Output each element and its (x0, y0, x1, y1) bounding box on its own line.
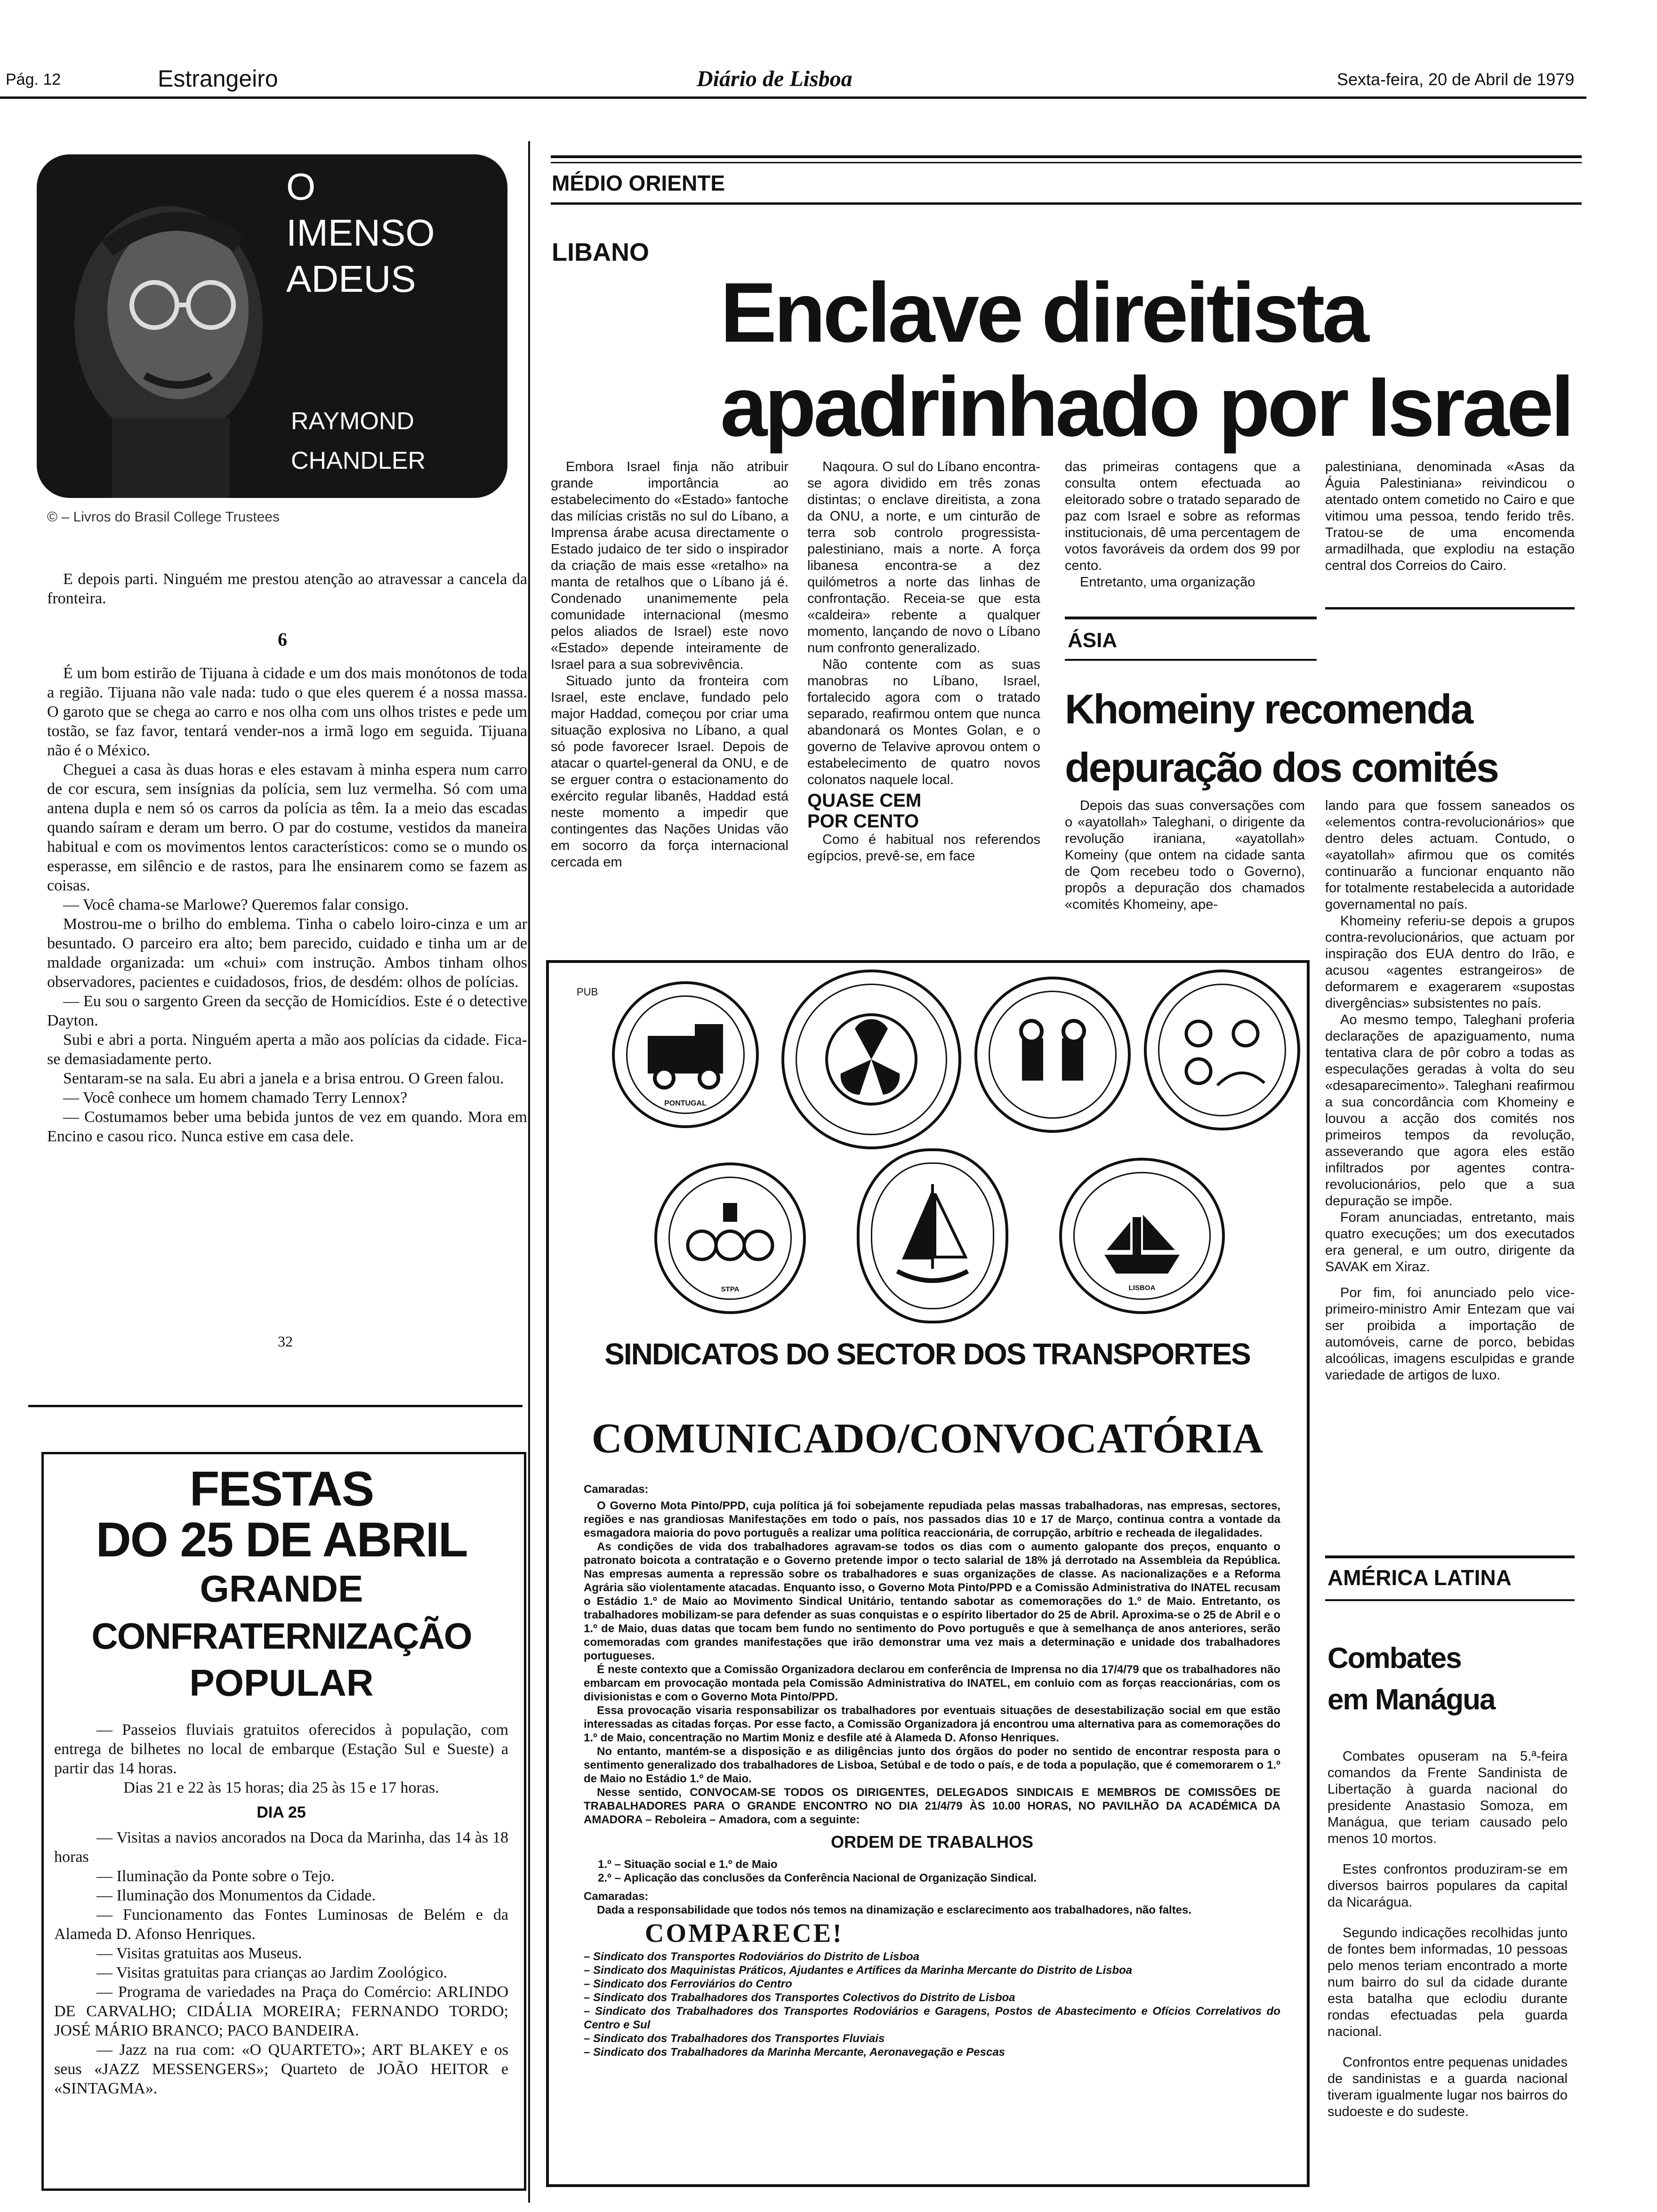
headline-line: apadrinhado por Israel (720, 360, 1572, 454)
section-label: Estrangeiro (158, 65, 278, 92)
novel-paragraph: É um bom estirão de Tijuana à cidade e um dos mais monótonos de toda a região. Tijuana não vale nada: tudo o que eles querem é a nossa massa. O garoto que se chega ao carro e nos olha com uns olhos tristes e pede um tostão, se faz favor, tentará vender-nos a irmã logo em seguida. Tijuana não é o México. (47, 665, 527, 759)
festas-title-line: CONFRATERNIZAÇÃO (91, 1615, 472, 1657)
article-paragraph: Embora Israel finja não atribuir grande importância ao estabelecimento do «Estado» fantoche das milícias cristãs no sul do Líbano, a Imprensa árabe acusa directamente o Estado judaico de ter sido o inspirador da criação de mais esse «retalho» na manta de retalhos que o Líbano já é. Condenado unanimemente pela comunidade internacional (mesmo pelos aliados de Israel) este novo «Estado» depende inteiramente de Israel para a sua sobrevivência. (551, 459, 788, 672)
festas-item: — Visitas a navios ancorados na Doca da Marinha, das 14 às 18 horas (54, 1829, 508, 1866)
signatory: – Sindicato dos Trabalhadores dos Transportes Colectivos do Distrito de Lisboa (584, 1991, 1015, 2004)
article-paragraph: Como é habitual nos referendos egípcios, prevê-se, em face (807, 832, 1040, 864)
headline-managua (1327, 1638, 1495, 1721)
union-logo (654, 1162, 806, 1314)
novel-paragraph: E depois parti. Ninguém me prestou atenção ao atravessar a cancela da fronteira. (47, 570, 527, 607)
issue-date: Sexta-feira, 20 de Abril de 1979 (1337, 70, 1575, 89)
pub-label: PUB (577, 986, 598, 998)
ad-paragraph: É neste contexto que a Comissão Organizadora declarou em conferência de Imprensa no dia 17/4/79 que os trabalhadores não embarcam em provocação montada pela Comissão Administrativa do INATEL, em conluio com as forças reaccionárias, com os divisionistas e com o Governo Mota Pinto/PPD. (584, 1663, 1280, 1703)
signatory: – Sindicato dos Trabalhadores dos Transportes Fluviais (584, 2032, 885, 2045)
article-paragraph: Combates opuseram na 5.ª-feira comandos da Frente Sandinista de Libertação à guarda nacional do presidente Anastasio Somoza, em Manágua, que teriam causado pelo menos 10 mortos. (1327, 1749, 1568, 1846)
union-logo (974, 977, 1131, 1133)
union-logo (1144, 970, 1300, 1130)
mo-column-4 (1325, 459, 1575, 595)
section-rule (551, 162, 1582, 163)
signatory: – Sindicato dos Maquinistas Práticos, Ajudantes e Artífices da Marinha Mercante do Distrito de Lisboa (584, 1964, 1133, 1977)
section-rule (1065, 617, 1317, 619)
novel-paragraph: Cheguei a casa às duas horas e eles estavam à minha espera num carro de cor escura, sem insígnias da polícia, sem luz vermelha. Só com uma antena dupla e nem só os carros da polícia as têm. Ia a meio das escadas quando saíram e deram um berro. O par do costume, vestidos da maneira habitual e com os movimentos lentos característicos: como se o mundo os esperasse, em silêncio e de rastos, para lhe ensinarem como se fazem as coisas. (47, 761, 527, 894)
article-paragraph: Por fim, foi anunciado pelo vice-primeiro-ministro Amir Entezam que vai ser proibida a importação de automóveis, carne de porco, bebidas alcoólicas, imagens esculpidas e grande variedade de artigos de luxo. (1325, 1285, 1575, 1383)
festas-item: — Funcionamento das Fontes Luminosas de Belém e da Alameda D. Afonso Henriques. (54, 1906, 508, 1943)
festas-item: — Visitas gratuitas aos Museus. (97, 1945, 302, 1962)
union-logo (612, 981, 759, 1128)
signatory: – Sindicato dos Transportes Rodoviários do Distrito de Lisboa (584, 1950, 920, 1963)
signatory: – Sindicato dos Trabalhadores dos Transportes Rodoviários e Garagens, Postos de Abastecimento e Ofícios Correlativos do Centro e Sul (584, 2005, 1280, 2031)
novel-body (47, 664, 527, 1290)
ad-ordem-item: 1.º – Situação social e 1.º de Maio (598, 1858, 778, 1871)
ad-paragraph: Dada a responsabilidade que todos nós temos na dinamização e esclarecimento aos trabalhadores, não faltes. (597, 1904, 1192, 1916)
logo-label: PONTUGAL (664, 1099, 707, 1107)
article-paragraph: Situado junto da fronteira com Israel, este enclave, fundado pelo major Haddad, começou por criar uma situação explosiva no Líbano, a qual só pode favorecer Israel. Depois de atacar o quartel-general da ONU, e de se erguer contra o estacionamento do exército regular libanês, Haddad está neste momento a impedir que contingentes das Nações Unidas vão em socorro da força internacional cercada em (551, 673, 788, 870)
article-paragraph: Segundo indicações recolhidas junto de fontes bem informadas, 10 pessoas pelo menos teriam encontrado a morte num bairro do sul da cidade durante esta batalha que eclodiu durante rondas efectuadas pela guarda nacional. (1327, 1925, 1568, 2039)
ad-body (584, 1483, 1280, 2151)
masthead-rule (0, 96, 1586, 99)
ad-paragraph: No entanto, mantém-se a disposição e as diligências junto dos órgãos do poder no sentido de encontrar resposta para o sentimento generalizado dos trabalhadores de Lisboa, Setúbal e de todo o país, e de toda a população, que é comemorarem o 1.º de Maio no Estádio 1.º de Maio. (584, 1745, 1280, 1785)
section-rule (551, 155, 1582, 158)
headline-line: depuração dos comités (1065, 744, 1498, 791)
novel-paragraph: Sentaram-se na sala. Eu abri a janela e a brisa entrou. O Green falou. (63, 1070, 504, 1087)
column-rule (28, 1405, 523, 1407)
article-paragraph: lando para que fossem saneados os «elementos contra-revolucionários» que dentro deles actuam. Contudo, o «ayatollah» afirmou que os comités continuarão a funcionar enquanto não for totalmente restabelecida a autoridade governamental no país. (1325, 798, 1575, 912)
novel-paragraph: — Eu sou o sargento Green da secção de Homicídios. Este é o detective Dayton. (47, 993, 527, 1029)
section-america-latina: AMÉRICA LATINA (1327, 1565, 1512, 1590)
headline-enclave (720, 266, 1571, 454)
article-paragraph: Khomeiny referiu-se depois a grupos contra-revolucionários, que actuam por inspiração dos EUA dentro do Irão, e acusou «agentes estrangeiros» de deformarem e exagerarem «supostas divergências» subsistentes no país. (1325, 914, 1575, 1011)
article-paragraph: Estes confrontos produziram-se em diversos bairros populares da capital da Nicarágua. (1327, 1862, 1568, 1910)
novel-paragraph: — Costumamos beber uma bebida juntos de vez em quando. Mora em Encino e casou rico. Nunca estive em casa dele. (47, 1108, 527, 1145)
headline-line: Khomeiny recomenda (1065, 686, 1472, 732)
mo-column-1 (551, 459, 788, 948)
novel-intro (47, 569, 527, 607)
novel-paragraph: — Você conhece um homem chamado Terry Lennox? (63, 1089, 408, 1106)
novel-page-number: 32 (278, 1333, 293, 1350)
novel-paragraph: Mostrou-me o brilho do emblema. Tinha o cabelo loiro-cinza e um ar besuntado. O parceiro era alto; bem parecido, cuidado e tinha um ar de maldade organizada: um «chui» com instrução. Ambos tinham olhos observadores, pacientes e cuidadosos, frios, de desdém: olhos de polícias. (47, 915, 527, 991)
logo-label: STPA (721, 1285, 740, 1293)
america-latina-column (1327, 1748, 1568, 2200)
festas-title (46, 1464, 517, 1707)
subhead (807, 790, 1040, 832)
author-portrait (37, 154, 300, 498)
section-rule (1065, 659, 1317, 661)
section-rule (551, 202, 1582, 205)
festas-item: — Programa de variedades na Praça do Comércio: ARLINDO DE CARVALHO; CIDÁLIA MOREIRA; FERNANDO TORDO; JOSÉ MÁRIO BRANCO; PACO BANDEIRA. (54, 1983, 508, 2039)
novel-title-line: IMENSO (286, 212, 435, 254)
propeller-icon (784, 972, 958, 1146)
section-medio-oriente: MÉDIO ORIENTE (552, 171, 725, 195)
ad-paragraph: Essa provocação visaria responsabilizar os trabalhadores por eventuais situações de desestabilização social em que estão interessadas as citadas forças. Por esse facto, a Comissão Organizadora já encontrou uma alternativa para as comemorações do 1.º de Maio, concentração no Martim Moniz e desfile até à Alameda D. Afonso Henriques. (584, 1704, 1280, 1744)
festas-day-heading: DIA 25 (257, 1803, 306, 1821)
newspaper-name: Diário de Lisboa (697, 66, 853, 91)
union-logo (857, 1148, 1008, 1323)
headline-line: Combates (1327, 1642, 1461, 1675)
article-paragraph: Naqoura. O sul do Líbano encontra-se agora dividido em três zonas distintas; o enclave direitista, a zona da ONU, a norte, e um cinturão de terra sob controlo progressista-palestiniano, mais a norte. A força libanesa encontra-se a dez quilómetros a norte das linhas de confrontação. Receia-se que esta «caldeira» rebente a qualquer momento, lançando de novo o Líbano num confronto generalizado. (807, 459, 1040, 656)
festas-dates: Dias 21 e 22 às 15 horas; dia 25 às 15 e 17 horas. (123, 1779, 439, 1796)
ad-header: SINDICATOS DO SECTOR DOS TRANSPORTES (604, 1337, 1250, 1371)
ad-title: COMUNICADO/CONVOCATÓRIA (591, 1415, 1263, 1462)
railway-icon (977, 979, 1128, 1130)
article-paragraph: das primeiras contagens que a consulta ontem efectuada ao eleitorado sobre o tratado separado de paz com Israel e sobre as reformas institucionais, dê uma percentagem de votos favoráveis da ordem dos 99 por cento. (1065, 459, 1300, 573)
asia-column-1 (1065, 798, 1305, 939)
novel-title-box (37, 154, 507, 498)
ad-comparece: COMPARECE! (645, 1919, 844, 1948)
novel-author-line: CHANDLER (291, 447, 426, 474)
section-rule (1325, 607, 1575, 609)
union-logo (781, 970, 961, 1149)
page-number: Pág. 12 (6, 71, 61, 88)
festas-title-line: GRANDE (200, 1568, 363, 1610)
novel-copyright: © – Livros do Brasil College Trustees (47, 509, 280, 525)
signatory: – Sindicato dos Ferroviários do Centro (584, 1978, 792, 1990)
signatory: – Sindicato dos Trabalhadores da Marinha Mercante, Aeronavegação e Pescas (584, 2046, 1005, 2059)
novel-paragraph: Subi e abri a porta. Ninguém aperta a mão aos polícias da cidade. Fica-se demasiadamente perto. (47, 1031, 527, 1068)
mo-column-3 (1065, 459, 1300, 595)
section-asia: ÁSIA (1068, 629, 1118, 652)
headline-line: em Manágua (1327, 1683, 1495, 1716)
festas-item: — Visitas gratuitas para crianças ao Jardim Zoológico. (97, 1964, 448, 1981)
chapter-number: 6 (278, 629, 287, 650)
festas-title-line: DO 25 DE ABRIL (96, 1513, 467, 1567)
ad-greeting: Camaradas: (584, 1890, 649, 1903)
festas-paragraph: — Passeios fluviais gratuitos oferecidos à população, com entrega de bilhetes no local de embarque (Estação Sul e Sueste) a partir das 14 horas. (54, 1721, 508, 1777)
novel-author-line: RAYMOND (291, 408, 414, 435)
vertical-column-rule (528, 141, 530, 2203)
headline-khomeiny (1065, 680, 1578, 797)
section-rule (1325, 1555, 1575, 1558)
asia-column-2 (1325, 798, 1575, 1532)
headline-line: Enclave direitista (720, 265, 1367, 360)
ad-signatories (584, 1950, 1280, 2059)
article-paragraph: Confrontos entre pequenas unidades de sandinistas e a guarda nacional tiveram igualmente lugar nos bairros do sudoeste e do sudeste. (1327, 2055, 1568, 2119)
ad-greeting: Camaradas: (584, 1483, 649, 1496)
novel-title-line: ADEUS (286, 258, 416, 300)
festas-item: — Iluminação da Ponte sobre o Tejo. (97, 1867, 335, 1885)
ad-paragraph: As condições de vida dos trabalhadores agravam-se todos os dias com o aumento galopante dos preços, enquanto o patronato boicota a contratação e o Governo pretende impor o tecto salarial de 18% já derrotado na Assembleia da República. Nas empresas aumenta a repressão sobre os trabalhadores e suas organizações de classe. As nacionalizações e a Reforma Agrária são violentamente atacadas. Enquanto isso, o Governo Mota Pinto/PPD e a Comissão Administrativa do INATEL recusam o Estádio 1.º de Maio ao Movimento Sindical Unitário, tentando sabotar as comemorações do 1.º de Maio. Entretanto, os trabalhadores mobilizam-se para defender as suas conquistas e o espírito libertador do 25 de Abril. Aproxima-se o 25 de Abril e o 1.º de Maio, duas datas que tocam bem fundo no sentimento do Povo português e que à semelhança de anos anteriores, serão comemoradas com grandes manifestações que irão demonstrar uma vez mais a determinação e unidade dos trabalhadores portugueses. (584, 1540, 1280, 1662)
article-paragraph: Não contente com as suas manobras no Líbano, Israel, fortalecido agora com o tratado separado, reafirmou ontem que nunca abandonará os Montes Golan, e o governo de Telavive aprovou ontem o estabelecimento de quatro novos colonatos naquele local. (807, 657, 1040, 787)
article-paragraph: Foram anunciadas, entretanto, mais quatro execuções; um dos executados era general, e um outro, dirigente da SAVAK em Xiraz. (1325, 1210, 1575, 1274)
kicker-libano: LIBANO (552, 238, 649, 266)
ad-ordem-heading: ORDEM DE TRABALHOS (831, 1832, 1033, 1851)
novel-paragraph: — Você chama-se Marlowe? Queremos falar consigo. (63, 896, 409, 914)
article-paragraph: Entretanto, uma organização (1080, 575, 1255, 590)
ad-ordem-item: 2.º – Aplicação das conclusões da Conferência Nacional de Organização Sindical. (598, 1872, 1037, 1884)
ad-paragraph: Nesse sentido, CONVOCAM-SE TODOS OS DIRIGENTES, DELEGADOS SINDICAIS E MEMBROS DE COMISSÕES DE TRABALHADORES PARA O GRANDE ENCONTRO NO DIA 21/4/79 ÀS 10.00 HORAS, NO PAVILHÃO DA ACADÉMICA DA AMADORA – Reboleira – Amadora, com a seguinte: (584, 1786, 1280, 1826)
union-logo (1059, 1158, 1225, 1314)
festas-title-line: POPULAR (189, 1662, 374, 1704)
wheels-icon (1147, 972, 1297, 1128)
logo-label: LISBOA (1128, 1284, 1156, 1292)
novel-title (286, 164, 435, 302)
subhead-line: QUASE CEM (807, 790, 922, 811)
festas-item: — Jazz na rua com: «O QUARTETO»; ART BLAKEY e os seus «JAZZ MESSENGERS»; Quarteto de JOÃO HEITOR e «SINTAGMA». (54, 2041, 508, 2097)
section-rule (1325, 1599, 1575, 1601)
festas-body (54, 1720, 508, 2181)
article-paragraph: Ao mesmo tempo, Taleghani proferia declarações de apaziguamento, numa tentativa clara de pôr cobro a todas as especulações geradas à volta do seu «desaparecimento». Taleghani reafirmou a sua concordância com Khomeiny e louvou a acção dos comités nos primeiros tempos da revolução, asseverando que agora eles estão infiltrados por agentes contra-revolucionários, pelo que a sua depuração se impõe. (1325, 1012, 1575, 1209)
ad-paragraph: O Governo Mota Pinto/PPD, cuja política já foi sobejamente repudiada pelas massas trabalhadoras, nas empresas, sectores, regiões e nas grandiosas Manifestações em todo o país, nos passados dias 10 e 17 de Março, continua contra a vontade da esmagadora maioria do povo português a realizar uma política reaccionária, de corrupção, arbítrio e recheada de ilegalidades. (584, 1499, 1280, 1539)
article-paragraph: Depois das suas conversações com o «ayatollah» Taleghani, o dirigente da revolução iraniana, «ayatollah» Komeiny (que ontem na cidade santa de Qom recebeu todo o Governo), propôs a depuração dos chamados «comités Khomeiny, ape- (1065, 798, 1305, 912)
festas-title-line: FESTAS (189, 1462, 374, 1516)
novel-author (291, 401, 426, 481)
subhead-line: POR CENTO (807, 811, 919, 832)
novel-title-line: O (286, 166, 316, 208)
festas-item: — Iluminação dos Monumentos da Cidade. (97, 1887, 376, 1904)
mo-column-2 (807, 459, 1040, 948)
article-paragraph: palestiniana, denominada «Asas da Águia Palestiniana» reivindicou o atentado ontem cometido no Cairo e que vitimou uma pessoa, tendo ferido três. Tratou-se de uma encomenda armadilhada, que explodiu na estação central dos Correios do Cairo. (1325, 459, 1575, 573)
sailing-boat-icon (860, 1151, 1005, 1321)
